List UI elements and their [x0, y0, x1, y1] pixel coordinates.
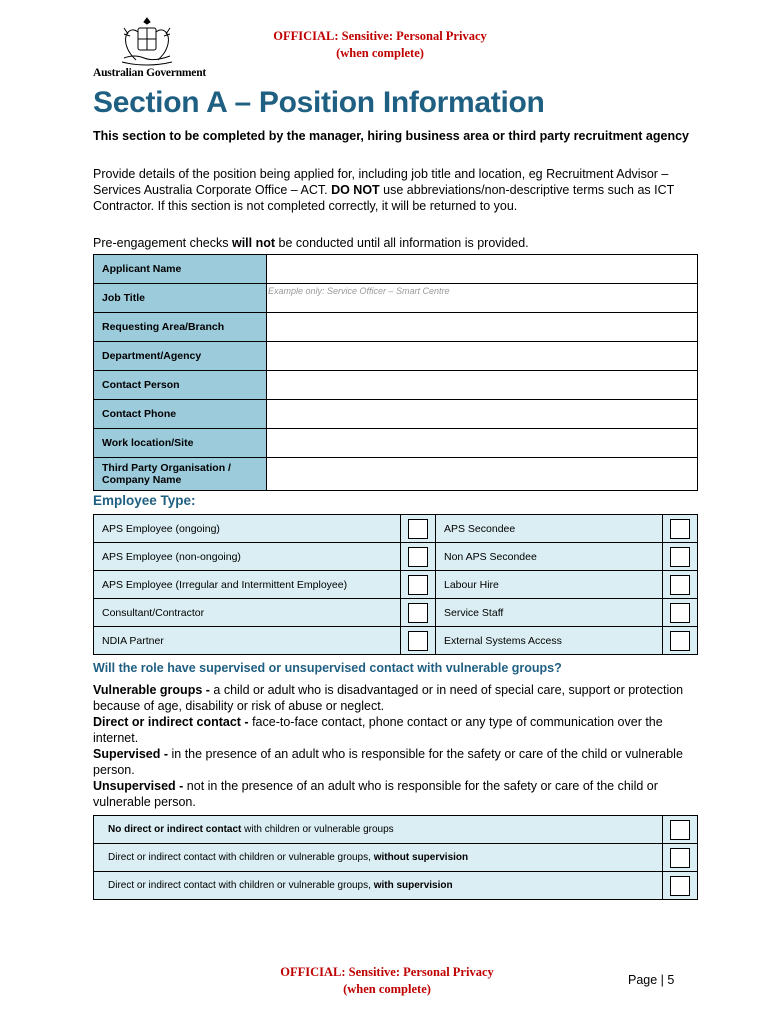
definition-term: Vulnerable groups -: [93, 683, 210, 697]
contact-without-supervision-checkbox[interactable]: [670, 848, 690, 868]
government-name: Australian Government: [93, 67, 207, 79]
checks-paragraph: [93, 235, 693, 251]
ndia-partner-checkbox[interactable]: [408, 631, 428, 651]
table-row: [94, 400, 698, 429]
classification-line1: OFFICIAL: Sensitive: Personal Privacy: [273, 29, 487, 43]
option-bold: No direct or indirect contact: [108, 824, 242, 835]
consultant-checkbox[interactable]: [408, 603, 428, 623]
table-row: [94, 284, 698, 313]
contact-option-label: [94, 872, 663, 900]
contact-person-field[interactable]: [267, 371, 698, 400]
emp-option-label: APS Employee (Irregular and Intermittent Employee): [94, 571, 401, 599]
definition-term: Supervised -: [93, 747, 169, 761]
emp-option-label: External Systems Access: [436, 627, 663, 655]
table-row: [94, 429, 698, 458]
checks-text-1: Pre-engagement checks: [93, 236, 232, 250]
option-text: with children or vulnerable groups: [241, 824, 394, 835]
non-aps-secondee-checkbox[interactable]: [670, 547, 690, 567]
table-row: [94, 515, 698, 543]
department-label: Department/Agency: [94, 342, 267, 371]
classification-line2: (when complete): [336, 46, 424, 60]
work-location-field[interactable]: [267, 429, 698, 458]
table-row: [94, 844, 698, 872]
emp-option-label: Non APS Secondee: [436, 543, 663, 571]
work-location-label: Work location/Site: [94, 429, 267, 458]
aps-secondee-checkbox[interactable]: [670, 519, 690, 539]
definition-item: [93, 746, 693, 778]
table-row: [94, 543, 698, 571]
employee-type-heading: Employee Type:: [93, 493, 196, 508]
applicant-name-field[interactable]: [267, 255, 698, 284]
service-staff-checkbox[interactable]: [670, 603, 690, 623]
option-bold: with supervision: [373, 880, 453, 891]
table-row: [94, 255, 698, 284]
option-text: Direct or indirect contact with children or vulnerable groups,: [108, 852, 374, 863]
intro-bold: DO NOT: [331, 183, 380, 197]
emp-option-label: APS Employee (ongoing): [94, 515, 401, 543]
intro-text-1: Provide details of the position being applied for, including job title and location, eg Recruitment Advisor – Services Australia Corporate Office – ACT.: [93, 167, 669, 197]
section-lead: This section to be completed by the manager, hiring business area or third party recruitment agency: [93, 129, 689, 143]
vulnerable-question: Will the role have supervised or unsupervised contact with vulnerable groups?: [93, 661, 562, 675]
aps-irregular-checkbox[interactable]: [408, 575, 428, 595]
definition-term: Direct or indirect contact -: [93, 715, 249, 729]
classification-header: [230, 28, 530, 62]
checks-bold: will not: [231, 236, 276, 250]
job-title-field[interactable]: Example only: Service Officer – Smart Centre: [267, 284, 698, 313]
option-text: Direct or indirect contact with children or vulnerable groups,: [108, 880, 374, 891]
contact-option-label: [94, 844, 663, 872]
table-row: [94, 371, 698, 400]
contact-phone-label: Contact Phone: [94, 400, 267, 429]
option-bold: without supervision: [373, 852, 469, 863]
contact-option-label: [94, 816, 663, 844]
contact-options-table: [93, 815, 698, 900]
contact-phone-field[interactable]: [267, 400, 698, 429]
requesting-area-label: Requesting Area/Branch: [94, 313, 267, 342]
table-row: [94, 627, 698, 655]
definition-text: a child or adult who is disadvantaged or in need of special care, support or protection because of age, disability or risk of abuse or neglect.: [93, 683, 684, 713]
table-row: [94, 872, 698, 900]
emp-option-label: Service Staff: [436, 599, 663, 627]
department-field[interactable]: [267, 342, 698, 371]
intro-text-2: use abbreviations/non-descriptive terms such as ICT Contractor. If this section is not completed correctly, it will be returned to you.: [93, 183, 675, 213]
no-contact-checkbox[interactable]: [670, 820, 690, 840]
third-party-field[interactable]: [267, 458, 698, 491]
emp-option-label: NDIA Partner: [94, 627, 401, 655]
checks-text-2: be conducted until all information is provided.: [275, 236, 529, 250]
contact-person-label: Contact Person: [94, 371, 267, 400]
definition-text: in the presence of an adult who is responsible for the safety or care of the child or vulnerable person.: [93, 747, 683, 777]
definition-item: [93, 682, 693, 714]
emp-option-label: APS Secondee: [436, 515, 663, 543]
table-row: [94, 458, 698, 491]
definition-term: Unsupervised -: [93, 779, 184, 793]
table-row: [94, 816, 698, 844]
external-systems-checkbox[interactable]: [670, 631, 690, 651]
table-row: [94, 313, 698, 342]
table-row: [94, 599, 698, 627]
page-title: Section A – Position Information: [93, 86, 545, 119]
requesting-area-field[interactable]: [267, 313, 698, 342]
vulnerable-definitions: [93, 682, 693, 810]
emp-option-label: Labour Hire: [436, 571, 663, 599]
aps-non-ongoing-checkbox[interactable]: [408, 547, 428, 567]
labour-hire-checkbox[interactable]: [670, 575, 690, 595]
classification-footer: [237, 964, 537, 998]
intro-paragraph: [93, 166, 693, 214]
footer-classification-line2: (when complete): [343, 982, 431, 996]
definition-item: [93, 778, 693, 810]
applicant-name-label: Applicant Name: [94, 255, 267, 284]
definition-text: face-to-face contact, phone contact or any type of communication over the internet.: [93, 715, 663, 745]
definition-item: [93, 714, 693, 746]
page-number: Page | 5: [628, 973, 675, 987]
footer-classification-line1: OFFICIAL: Sensitive: Personal Privacy: [280, 965, 494, 979]
contact-with-supervision-checkbox[interactable]: [670, 876, 690, 896]
table-row: [94, 342, 698, 371]
table-row: [94, 571, 698, 599]
employee-type-table: [93, 514, 698, 655]
coat-of-arms-logo: [112, 14, 182, 68]
position-info-table: [93, 254, 698, 491]
third-party-label: Third Party Organisation / Company Name: [94, 458, 267, 491]
aps-ongoing-checkbox[interactable]: [408, 519, 428, 539]
job-title-label: Job Title: [94, 284, 267, 313]
definition-text: not in the presence of an adult who is responsible for the safety or care of the child or vulnerable person.: [93, 779, 658, 809]
emp-option-label: APS Employee (non-ongoing): [94, 543, 401, 571]
emp-option-label: Consultant/Contractor: [94, 599, 401, 627]
